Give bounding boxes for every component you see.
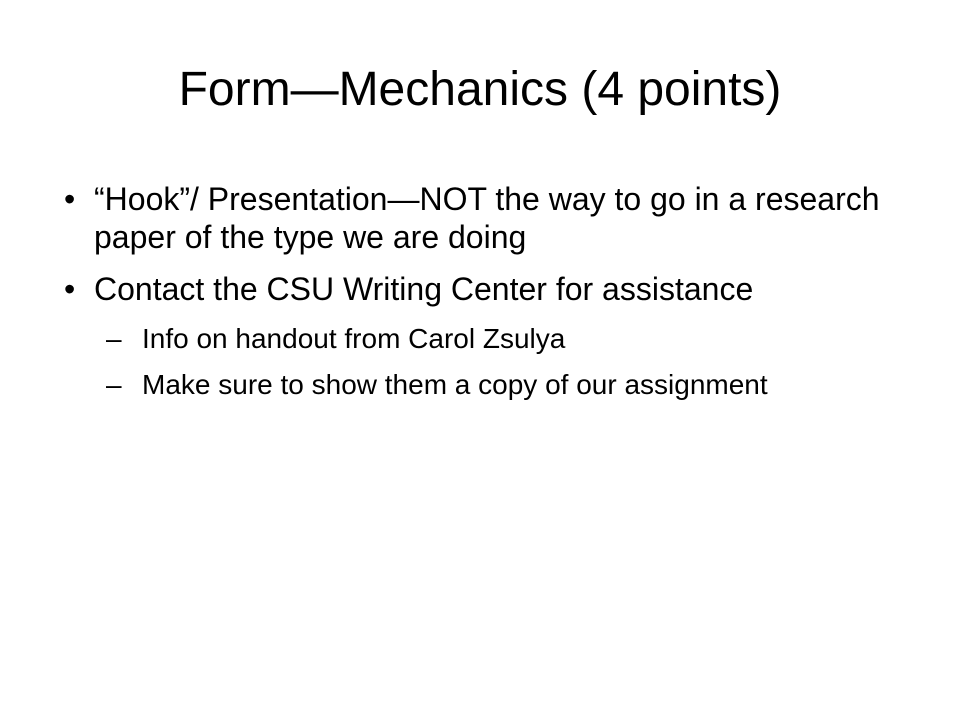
sub-bullet-item [64,322,842,356]
sub-bullet-marker: – [106,369,122,400]
slide-body [64,180,904,414]
sub-bullet-marker: – [106,323,122,354]
sub-bullet-item [64,368,842,402]
bullet-item [64,180,904,256]
bullet-marker: • [64,271,76,307]
bullet-marker: • [64,181,76,217]
slide-title: Form—Mechanics (4 points) [178,63,782,116]
bullet-text: “Hook”/ Presentation—NOT the way to go in a research paper of the type we are doing [94,181,880,255]
sub-bullet-text: Info on handout from Carol Zsulya [142,323,566,354]
bullet-text: Contact the CSU Writing Center for assistance [94,271,754,307]
sub-bullet-text: Make sure to show them a copy of our assignment [142,369,768,400]
bullet-item [64,270,904,308]
